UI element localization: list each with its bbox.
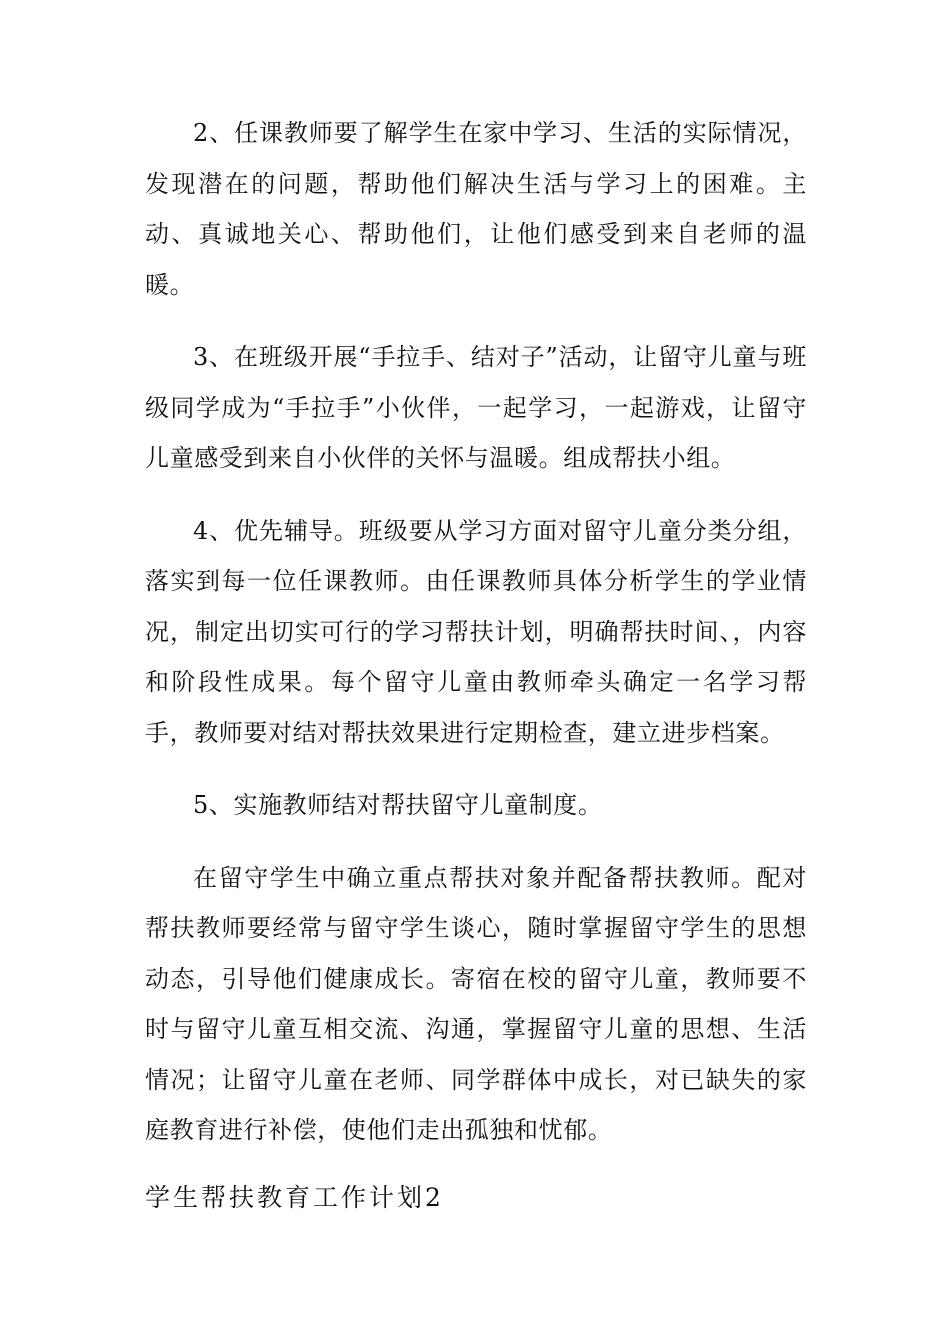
paragraph-item-2: 2、任课教师要了解学生在家中学习、生活的实际情况，发现潜在的问题，帮助他们解决生活与学习上的困难。主动、真诚地关心、帮助他们，让他们感受到来自老师的温暖。 [145,119,807,299]
paragraph-item-5: 5、实施教师结对帮扶留守儿童制度。 [193,791,603,819]
section-heading: 学生帮扶教育工作计划2 [145,1182,444,1212]
document-body [145,108,807,1218]
paragraph-item-4: 4、优先辅导。班级要从学习方面对留守儿童分类分组，落实到每一位任课教师。由任课教师具体分析学生的学业情况，制定出切实可行的学习帮扶计划，明确帮扶时间、，内容和阶段性成果。每个留守儿童由教师牵头确定一名学习帮手，教师要对结对帮扶效果进行定期检查，建立进步档案。 [145,516,807,747]
paragraph-pairing-detail: 在留守学生中确立重点帮扶对象并配备帮扶教师。配对帮扶教师要经常与留守学生谈心，随时掌握留守学生的思想动态，引导他们健康成长。寄宿在校的留守儿童，教师要不时与留守儿童互相交流、沟通，掌握留守儿童的思想、生活情况；让留守儿童在老师、同学群体中成长，对已缺失的家庭教育进行补偿，使他们走出孤独和忧郁。 [145,863,807,1144]
paragraph-item-3: 3、在班级开展“手拉手、结对子”活动，让留守儿童与班级同学成为“手拉手”小伙伴，一起学习，一起游戏，让留守儿童感受到来自小伙伴的关怀与温暖。组成帮扶小组。 [145,343,807,472]
